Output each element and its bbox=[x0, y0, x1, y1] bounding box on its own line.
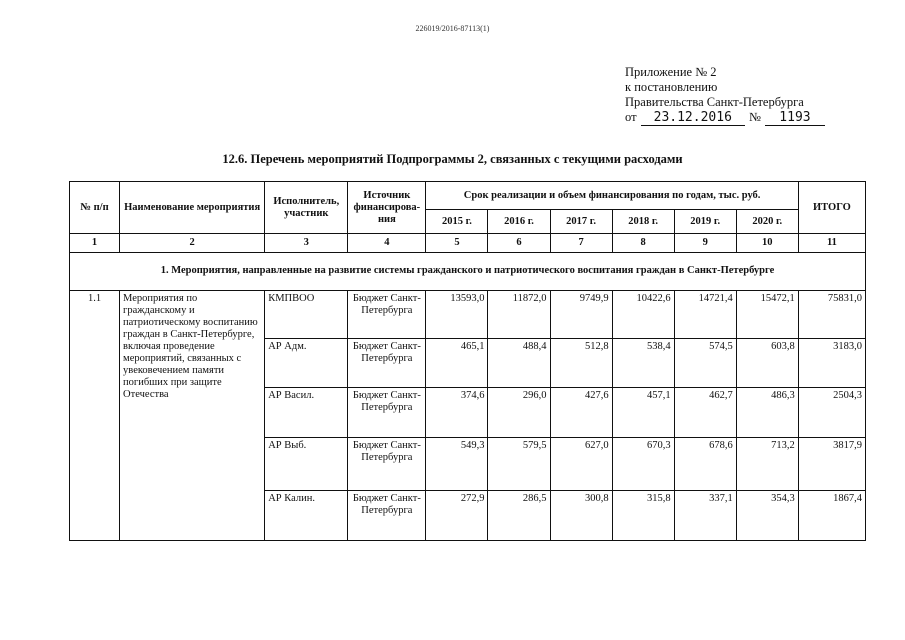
header-source: Источник финансирова- ния bbox=[348, 182, 426, 234]
appendix-date-row bbox=[625, 110, 825, 126]
column-number: 1 bbox=[70, 234, 120, 252]
column-number: 4 bbox=[348, 234, 426, 252]
value-cell: 315,8 bbox=[612, 490, 674, 541]
value-cell: 374,6 bbox=[426, 387, 488, 437]
value-cell: 15472,1 bbox=[736, 290, 798, 338]
value-cell: 549,3 bbox=[426, 438, 488, 490]
column-number: 11 bbox=[798, 234, 865, 252]
value-cell: 678,6 bbox=[674, 438, 736, 490]
column-number: 5 bbox=[426, 234, 488, 252]
value-cell: 579,5 bbox=[488, 438, 550, 490]
appendix-line-2: к постановлению bbox=[625, 80, 718, 94]
decree-number: 1193 bbox=[765, 110, 825, 126]
value-cell: 286,5 bbox=[488, 490, 550, 541]
header-year: 2020 г. bbox=[736, 210, 798, 234]
value-cell: 11872,0 bbox=[488, 290, 550, 338]
executor-cell: АР Адм. bbox=[265, 339, 348, 387]
value-cell: 713,2 bbox=[736, 438, 798, 490]
page-title: 12.6. Перечень мероприятий Подпрограммы 2, связанных с текущими расходами bbox=[222, 152, 683, 166]
column-number: 8 bbox=[612, 234, 674, 252]
value-cell: 670,3 bbox=[612, 438, 674, 490]
appendix-line-1: Приложение № 2 bbox=[625, 65, 717, 79]
column-number: 10 bbox=[736, 234, 798, 252]
header-total: ИТОГО bbox=[798, 182, 865, 234]
value-cell: 14721,4 bbox=[674, 290, 736, 338]
executor-cell: АР Выб. bbox=[265, 438, 348, 490]
measures-table bbox=[69, 181, 866, 541]
column-number: 6 bbox=[488, 234, 550, 252]
header-year: 2018 г. bbox=[612, 210, 674, 234]
source-cell: Бюджет Санкт-Петербурга bbox=[348, 339, 426, 387]
total-cell: 75831,0 bbox=[798, 290, 865, 338]
value-cell: 574,5 bbox=[674, 339, 736, 387]
value-cell: 13593,0 bbox=[426, 290, 488, 338]
value-cell: 512,8 bbox=[550, 339, 612, 387]
from-label: от bbox=[625, 110, 637, 124]
total-cell: 3183,0 bbox=[798, 339, 865, 387]
column-number-row bbox=[70, 234, 866, 252]
header-executor: Исполнитель, участник bbox=[265, 182, 348, 234]
header-year: 2015 г. bbox=[426, 210, 488, 234]
source-cell: Бюджет Санкт-Петербурга bbox=[348, 290, 426, 338]
value-cell: 337,1 bbox=[674, 490, 736, 541]
source-cell: Бюджет Санкт-Петербурга bbox=[348, 490, 426, 541]
header-year: 2016 г. bbox=[488, 210, 550, 234]
section-title: 1. Мероприятия, направленные на развитие системы гражданского и патриотического воспитания граждан в Санкт-Петербурге bbox=[70, 252, 866, 290]
value-cell: 627,0 bbox=[550, 438, 612, 490]
header-row-1 bbox=[70, 182, 866, 210]
header-year: 2019 г. bbox=[674, 210, 736, 234]
value-cell: 462,7 bbox=[674, 387, 736, 437]
header-period: Срок реализации и объем финансирования по годам, тыс. руб. bbox=[426, 182, 798, 210]
total-cell: 2504,3 bbox=[798, 387, 865, 437]
executor-cell: АР Васил. bbox=[265, 387, 348, 437]
value-cell: 354,3 bbox=[736, 490, 798, 541]
value-cell: 300,8 bbox=[550, 490, 612, 541]
section-row bbox=[70, 252, 866, 290]
value-cell: 488,4 bbox=[488, 339, 550, 387]
value-cell: 465,1 bbox=[426, 339, 488, 387]
value-cell: 10422,6 bbox=[612, 290, 674, 338]
total-cell: 3817,9 bbox=[798, 438, 865, 490]
column-number: 7 bbox=[550, 234, 612, 252]
value-cell: 486,3 bbox=[736, 387, 798, 437]
value-cell: 9749,9 bbox=[550, 290, 612, 338]
header-year: 2017 г. bbox=[550, 210, 612, 234]
executor-cell: КМПВОО bbox=[265, 290, 348, 338]
column-number: 9 bbox=[674, 234, 736, 252]
column-number: 2 bbox=[120, 234, 265, 252]
value-cell: 427,6 bbox=[550, 387, 612, 437]
item-number: 1.1 bbox=[70, 290, 120, 540]
source-cell: Бюджет Санкт-Петербурга bbox=[348, 387, 426, 437]
value-cell: 538,4 bbox=[612, 339, 674, 387]
source-cell: Бюджет Санкт-Петербурга bbox=[348, 438, 426, 490]
item-name: Мероприятия по гражданскому и патриотическому воспитанию граждан в Санкт-Петербурге, включая проведение мероприятий, связанных с увековечением памяти погибших при защите Отечества bbox=[120, 290, 265, 540]
column-number: 3 bbox=[265, 234, 348, 252]
number-label: № bbox=[748, 110, 761, 124]
executor-cell: АР Калин. bbox=[265, 490, 348, 541]
header-name: Наименование мероприятия bbox=[120, 182, 265, 234]
total-cell: 1867,4 bbox=[798, 490, 865, 541]
decree-date: 23.12.2016 bbox=[641, 110, 745, 126]
value-cell: 457,1 bbox=[612, 387, 674, 437]
document-number: 226019/2016-87113(1) bbox=[415, 24, 490, 33]
value-cell: 603,8 bbox=[736, 339, 798, 387]
table-row bbox=[70, 290, 866, 338]
value-cell: 272,9 bbox=[426, 490, 488, 541]
header-no: № п/п bbox=[70, 182, 120, 234]
appendix-block bbox=[625, 65, 825, 126]
value-cell: 296,0 bbox=[488, 387, 550, 437]
appendix-line-3: Правительства Санкт-Петербурга bbox=[625, 95, 804, 109]
